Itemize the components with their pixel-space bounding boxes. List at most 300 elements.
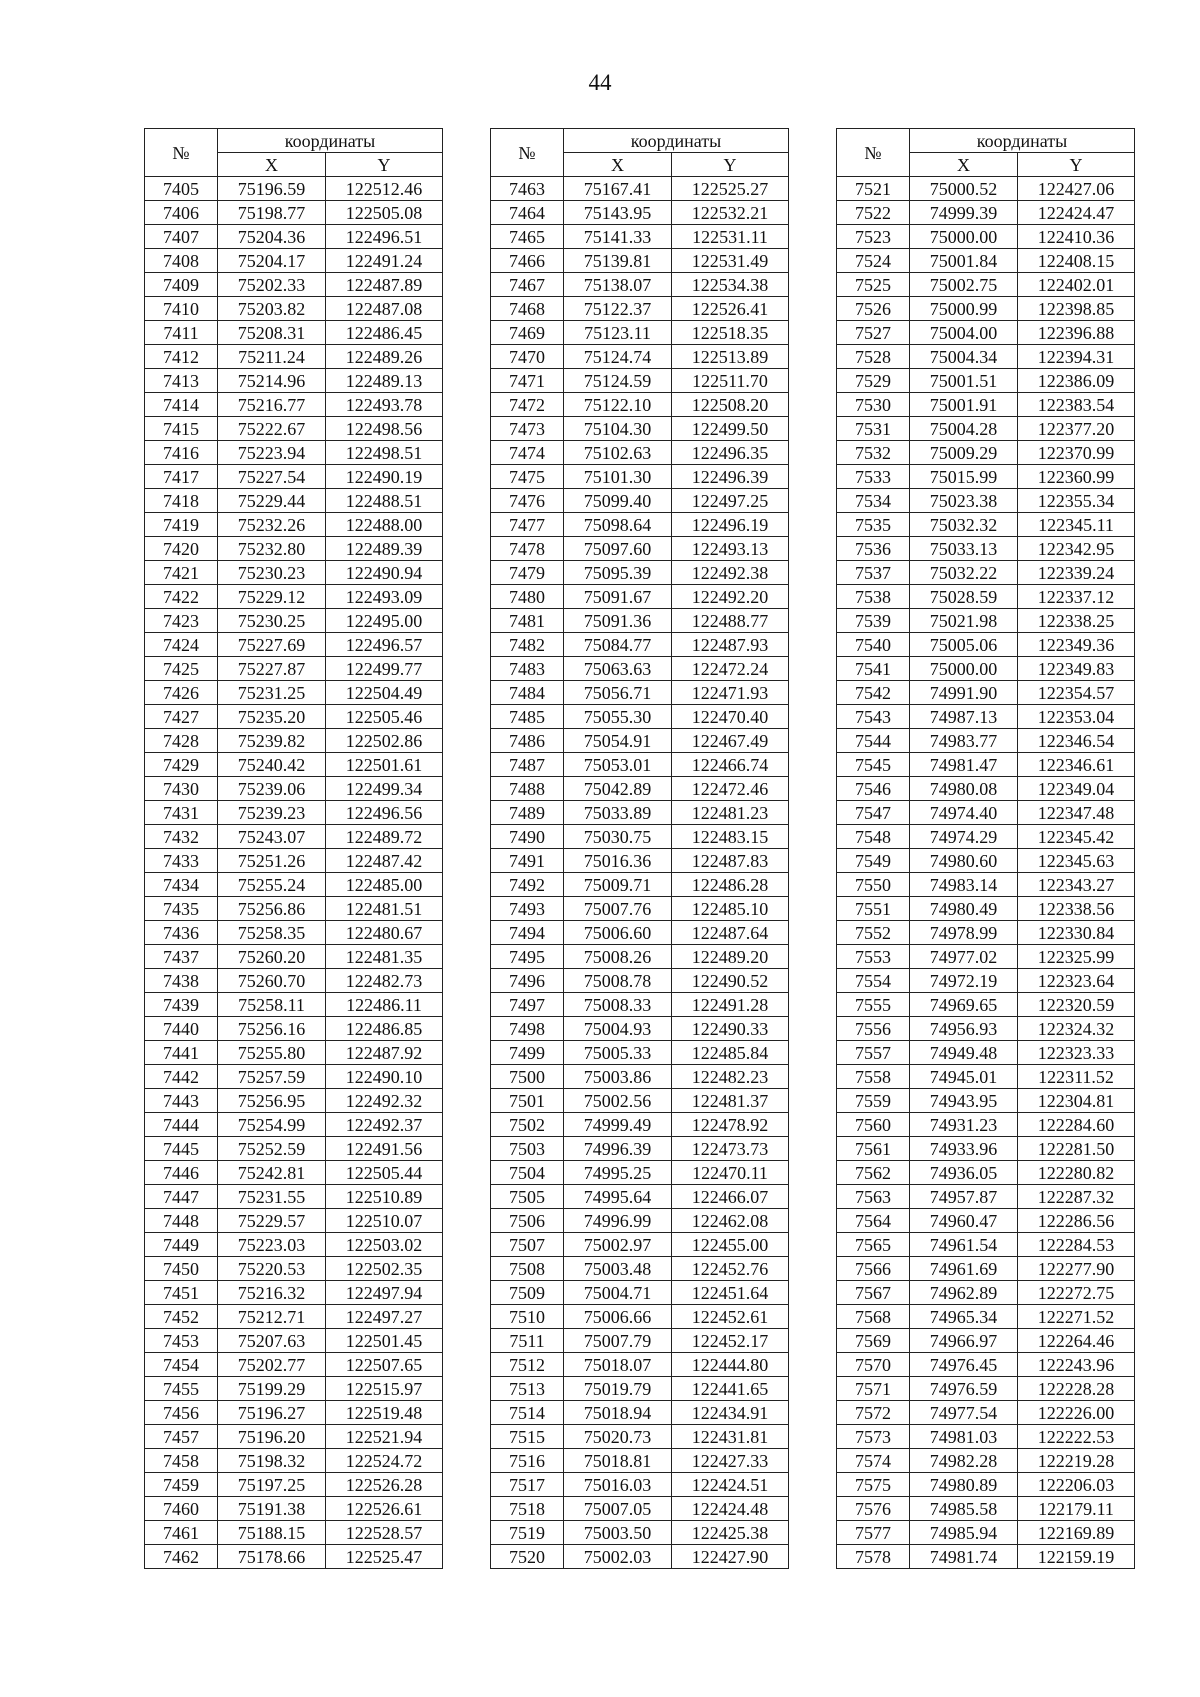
y-coordinate: 122492.37 bbox=[326, 1113, 443, 1137]
y-coordinate: 122493.13 bbox=[672, 537, 789, 561]
point-number: 7439 bbox=[145, 993, 218, 1017]
y-coordinate: 122491.28 bbox=[672, 993, 789, 1017]
y-coordinate: 122521.94 bbox=[326, 1425, 443, 1449]
x-coordinate: 75091.36 bbox=[564, 609, 672, 633]
table-row bbox=[837, 1257, 1135, 1281]
point-number: 7531 bbox=[837, 417, 910, 441]
x-coordinate: 75008.33 bbox=[564, 993, 672, 1017]
point-number: 7569 bbox=[837, 1329, 910, 1353]
x-coordinate: 74996.99 bbox=[564, 1209, 672, 1233]
point-number: 7573 bbox=[837, 1425, 910, 1449]
point-number: 7523 bbox=[837, 225, 910, 249]
table-row bbox=[145, 1089, 443, 1113]
point-number: 7477 bbox=[491, 513, 564, 537]
y-coordinate: 122452.17 bbox=[672, 1329, 789, 1353]
table-row bbox=[145, 1065, 443, 1089]
x-coordinate: 75212.71 bbox=[218, 1305, 326, 1329]
x-coordinate: 75188.15 bbox=[218, 1521, 326, 1545]
table-row bbox=[491, 1233, 789, 1257]
point-number: 7565 bbox=[837, 1233, 910, 1257]
x-coordinate: 74978.99 bbox=[910, 921, 1018, 945]
y-coordinate: 122471.93 bbox=[672, 681, 789, 705]
point-number: 7487 bbox=[491, 753, 564, 777]
y-coordinate: 122491.56 bbox=[326, 1137, 443, 1161]
point-number: 7518 bbox=[491, 1497, 564, 1521]
header-coordinates: координаты bbox=[218, 129, 443, 153]
x-coordinate: 74980.49 bbox=[910, 897, 1018, 921]
table-row bbox=[491, 1425, 789, 1449]
point-number: 7455 bbox=[145, 1377, 218, 1401]
table-row bbox=[837, 753, 1135, 777]
x-coordinate: 75167.41 bbox=[564, 177, 672, 201]
x-coordinate: 75258.35 bbox=[218, 921, 326, 945]
header-y: Y bbox=[326, 153, 443, 177]
x-coordinate: 75002.97 bbox=[564, 1233, 672, 1257]
x-coordinate: 75007.05 bbox=[564, 1497, 672, 1521]
table-row bbox=[145, 393, 443, 417]
y-coordinate: 122519.48 bbox=[326, 1401, 443, 1425]
table-row bbox=[837, 1449, 1135, 1473]
x-coordinate: 75000.99 bbox=[910, 297, 1018, 321]
x-coordinate: 75178.66 bbox=[218, 1545, 326, 1569]
y-coordinate: 122330.84 bbox=[1018, 921, 1135, 945]
point-number: 7445 bbox=[145, 1137, 218, 1161]
x-coordinate: 75005.06 bbox=[910, 633, 1018, 657]
x-coordinate: 75063.63 bbox=[564, 657, 672, 681]
table-row bbox=[837, 201, 1135, 225]
x-coordinate: 75203.82 bbox=[218, 297, 326, 321]
table-row bbox=[491, 705, 789, 729]
table-row bbox=[837, 681, 1135, 705]
x-coordinate: 75202.33 bbox=[218, 273, 326, 297]
y-coordinate: 122434.91 bbox=[672, 1401, 789, 1425]
x-coordinate: 75239.23 bbox=[218, 801, 326, 825]
y-coordinate: 122488.77 bbox=[672, 609, 789, 633]
x-coordinate: 75196.27 bbox=[218, 1401, 326, 1425]
point-number: 7509 bbox=[491, 1281, 564, 1305]
table-row bbox=[491, 1545, 789, 1569]
point-number: 7517 bbox=[491, 1473, 564, 1497]
y-coordinate: 122493.78 bbox=[326, 393, 443, 417]
x-coordinate: 74991.90 bbox=[910, 681, 1018, 705]
point-number: 7418 bbox=[145, 489, 218, 513]
table-row bbox=[837, 1017, 1135, 1041]
x-coordinate: 75239.06 bbox=[218, 777, 326, 801]
table-row bbox=[491, 1401, 789, 1425]
x-coordinate: 74981.03 bbox=[910, 1425, 1018, 1449]
point-number: 7555 bbox=[837, 993, 910, 1017]
point-number: 7568 bbox=[837, 1305, 910, 1329]
y-coordinate: 122427.90 bbox=[672, 1545, 789, 1569]
y-coordinate: 122496.39 bbox=[672, 465, 789, 489]
x-coordinate: 74982.28 bbox=[910, 1449, 1018, 1473]
point-number: 7427 bbox=[145, 705, 218, 729]
point-number: 7534 bbox=[837, 489, 910, 513]
y-coordinate: 122398.85 bbox=[1018, 297, 1135, 321]
point-number: 7460 bbox=[145, 1497, 218, 1521]
x-coordinate: 75198.32 bbox=[218, 1449, 326, 1473]
point-number: 7556 bbox=[837, 1017, 910, 1041]
y-coordinate: 122488.51 bbox=[326, 489, 443, 513]
y-coordinate: 122284.60 bbox=[1018, 1113, 1135, 1137]
point-number: 7513 bbox=[491, 1377, 564, 1401]
point-number: 7417 bbox=[145, 465, 218, 489]
table-row bbox=[837, 225, 1135, 249]
x-coordinate: 75004.00 bbox=[910, 321, 1018, 345]
point-number: 7462 bbox=[145, 1545, 218, 1569]
y-coordinate: 122501.45 bbox=[326, 1329, 443, 1353]
x-coordinate: 75002.03 bbox=[564, 1545, 672, 1569]
point-number: 7433 bbox=[145, 849, 218, 873]
x-coordinate: 75001.91 bbox=[910, 393, 1018, 417]
y-coordinate: 122324.32 bbox=[1018, 1017, 1135, 1041]
x-coordinate: 74965.34 bbox=[910, 1305, 1018, 1329]
point-number: 7475 bbox=[491, 465, 564, 489]
point-number: 7480 bbox=[491, 585, 564, 609]
table-row bbox=[145, 921, 443, 945]
point-number: 7457 bbox=[145, 1425, 218, 1449]
table-row bbox=[145, 1257, 443, 1281]
point-number: 7530 bbox=[837, 393, 910, 417]
table-row bbox=[837, 801, 1135, 825]
point-number: 7490 bbox=[491, 825, 564, 849]
table-row bbox=[837, 1425, 1135, 1449]
point-number: 7570 bbox=[837, 1353, 910, 1377]
y-coordinate: 122470.40 bbox=[672, 705, 789, 729]
table-row bbox=[491, 1449, 789, 1473]
x-coordinate: 74996.39 bbox=[564, 1137, 672, 1161]
table-row bbox=[837, 777, 1135, 801]
point-number: 7452 bbox=[145, 1305, 218, 1329]
x-coordinate: 74974.29 bbox=[910, 825, 1018, 849]
y-coordinate: 122490.19 bbox=[326, 465, 443, 489]
table-row bbox=[145, 417, 443, 441]
table-row bbox=[491, 345, 789, 369]
x-coordinate: 74966.97 bbox=[910, 1329, 1018, 1353]
x-coordinate: 75258.11 bbox=[218, 993, 326, 1017]
y-coordinate: 122490.33 bbox=[672, 1017, 789, 1041]
x-coordinate: 75003.50 bbox=[564, 1521, 672, 1545]
table-row bbox=[837, 345, 1135, 369]
x-coordinate: 75199.29 bbox=[218, 1377, 326, 1401]
table-row bbox=[491, 897, 789, 921]
y-coordinate: 122424.48 bbox=[672, 1497, 789, 1521]
y-coordinate: 122488.00 bbox=[326, 513, 443, 537]
y-coordinate: 122503.02 bbox=[326, 1233, 443, 1257]
y-coordinate: 122272.75 bbox=[1018, 1281, 1135, 1305]
y-coordinate: 122243.96 bbox=[1018, 1353, 1135, 1377]
point-number: 7494 bbox=[491, 921, 564, 945]
y-coordinate: 122424.51 bbox=[672, 1473, 789, 1497]
table-row bbox=[491, 921, 789, 945]
y-coordinate: 122377.20 bbox=[1018, 417, 1135, 441]
point-number: 7431 bbox=[145, 801, 218, 825]
point-number: 7406 bbox=[145, 201, 218, 225]
x-coordinate: 75243.07 bbox=[218, 825, 326, 849]
y-coordinate: 122487.08 bbox=[326, 297, 443, 321]
table-row bbox=[491, 1497, 789, 1521]
y-coordinate: 122531.11 bbox=[672, 225, 789, 249]
table-row bbox=[491, 801, 789, 825]
point-number: 7525 bbox=[837, 273, 910, 297]
x-coordinate: 74999.49 bbox=[564, 1113, 672, 1137]
x-coordinate: 75002.56 bbox=[564, 1089, 672, 1113]
table-row bbox=[145, 321, 443, 345]
table-row bbox=[145, 609, 443, 633]
table-row bbox=[491, 1065, 789, 1089]
x-coordinate: 75053.01 bbox=[564, 753, 672, 777]
point-number: 7546 bbox=[837, 777, 910, 801]
x-coordinate: 75018.81 bbox=[564, 1449, 672, 1473]
x-coordinate: 75033.13 bbox=[910, 537, 1018, 561]
x-coordinate: 75003.86 bbox=[564, 1065, 672, 1089]
y-coordinate: 122489.72 bbox=[326, 825, 443, 849]
y-coordinate: 122345.11 bbox=[1018, 513, 1135, 537]
table-row bbox=[837, 1113, 1135, 1137]
y-coordinate: 122304.81 bbox=[1018, 1089, 1135, 1113]
point-number: 7578 bbox=[837, 1545, 910, 1569]
table-row bbox=[145, 801, 443, 825]
table-row bbox=[837, 1137, 1135, 1161]
table-row bbox=[145, 345, 443, 369]
x-coordinate: 75021.98 bbox=[910, 609, 1018, 633]
point-number: 7466 bbox=[491, 249, 564, 273]
x-coordinate: 75252.59 bbox=[218, 1137, 326, 1161]
y-coordinate: 122511.70 bbox=[672, 369, 789, 393]
point-number: 7511 bbox=[491, 1329, 564, 1353]
x-coordinate: 75091.67 bbox=[564, 585, 672, 609]
table-row bbox=[837, 945, 1135, 969]
y-coordinate: 122508.20 bbox=[672, 393, 789, 417]
y-coordinate: 122452.61 bbox=[672, 1305, 789, 1329]
x-coordinate: 75005.33 bbox=[564, 1041, 672, 1065]
coordinates-table-3 bbox=[836, 128, 1135, 1569]
table-row bbox=[145, 1425, 443, 1449]
y-coordinate: 122311.52 bbox=[1018, 1065, 1135, 1089]
y-coordinate: 122346.61 bbox=[1018, 753, 1135, 777]
table-row bbox=[145, 1233, 443, 1257]
table-row bbox=[145, 1473, 443, 1497]
header-number: № bbox=[145, 129, 218, 177]
table-row bbox=[145, 1497, 443, 1521]
x-coordinate: 75007.79 bbox=[564, 1329, 672, 1353]
table-row bbox=[145, 225, 443, 249]
y-coordinate: 122496.19 bbox=[672, 513, 789, 537]
point-number: 7422 bbox=[145, 585, 218, 609]
table-row bbox=[837, 249, 1135, 273]
table-row bbox=[491, 1113, 789, 1137]
table-row bbox=[491, 945, 789, 969]
y-coordinate: 122425.38 bbox=[672, 1521, 789, 1545]
y-coordinate: 122504.49 bbox=[326, 681, 443, 705]
point-number: 7503 bbox=[491, 1137, 564, 1161]
point-number: 7407 bbox=[145, 225, 218, 249]
point-number: 7436 bbox=[145, 921, 218, 945]
point-number: 7512 bbox=[491, 1353, 564, 1377]
point-number: 7576 bbox=[837, 1497, 910, 1521]
y-coordinate: 122490.52 bbox=[672, 969, 789, 993]
y-coordinate: 122499.50 bbox=[672, 417, 789, 441]
x-coordinate: 75004.71 bbox=[564, 1281, 672, 1305]
table-row bbox=[837, 1281, 1135, 1305]
y-coordinate: 122492.20 bbox=[672, 585, 789, 609]
table-row bbox=[837, 1089, 1135, 1113]
table-row bbox=[491, 1209, 789, 1233]
y-coordinate: 122472.46 bbox=[672, 777, 789, 801]
y-coordinate: 122320.59 bbox=[1018, 993, 1135, 1017]
table-row bbox=[145, 681, 443, 705]
coordinates-table-2 bbox=[490, 128, 789, 1569]
table-row bbox=[837, 585, 1135, 609]
table-row bbox=[145, 249, 443, 273]
table-row bbox=[145, 1545, 443, 1569]
y-coordinate: 122481.23 bbox=[672, 801, 789, 825]
table-row bbox=[491, 609, 789, 633]
table-row bbox=[837, 369, 1135, 393]
point-number: 7514 bbox=[491, 1401, 564, 1425]
y-coordinate: 122502.35 bbox=[326, 1257, 443, 1281]
x-coordinate: 75016.36 bbox=[564, 849, 672, 873]
point-number: 7528 bbox=[837, 345, 910, 369]
table-row bbox=[491, 849, 789, 873]
y-coordinate: 122499.34 bbox=[326, 777, 443, 801]
x-coordinate: 75054.91 bbox=[564, 729, 672, 753]
y-coordinate: 122264.46 bbox=[1018, 1329, 1135, 1353]
point-number: 7575 bbox=[837, 1473, 910, 1497]
x-coordinate: 74981.47 bbox=[910, 753, 1018, 777]
table-row bbox=[491, 1137, 789, 1161]
x-coordinate: 75197.25 bbox=[218, 1473, 326, 1497]
table-row bbox=[837, 321, 1135, 345]
table-row bbox=[145, 1305, 443, 1329]
y-coordinate: 122485.00 bbox=[326, 873, 443, 897]
table-row bbox=[837, 729, 1135, 753]
table-row bbox=[837, 1233, 1135, 1257]
table-row bbox=[145, 1521, 443, 1545]
table-row bbox=[491, 489, 789, 513]
x-coordinate: 74983.77 bbox=[910, 729, 1018, 753]
x-coordinate: 74960.47 bbox=[910, 1209, 1018, 1233]
point-number: 7495 bbox=[491, 945, 564, 969]
point-number: 7435 bbox=[145, 897, 218, 921]
point-number: 7501 bbox=[491, 1089, 564, 1113]
x-coordinate: 75222.67 bbox=[218, 417, 326, 441]
x-coordinate: 75231.25 bbox=[218, 681, 326, 705]
y-coordinate: 122349.83 bbox=[1018, 657, 1135, 681]
y-coordinate: 122444.80 bbox=[672, 1353, 789, 1377]
table-row bbox=[491, 681, 789, 705]
table-row bbox=[837, 1041, 1135, 1065]
table-row bbox=[145, 1113, 443, 1137]
table-row bbox=[145, 1329, 443, 1353]
table-row bbox=[491, 873, 789, 897]
y-coordinate: 122206.03 bbox=[1018, 1473, 1135, 1497]
x-coordinate: 74981.74 bbox=[910, 1545, 1018, 1569]
y-coordinate: 122497.27 bbox=[326, 1305, 443, 1329]
point-number: 7558 bbox=[837, 1065, 910, 1089]
point-number: 7554 bbox=[837, 969, 910, 993]
table-row bbox=[145, 1377, 443, 1401]
x-coordinate: 75002.75 bbox=[910, 273, 1018, 297]
table-row bbox=[145, 777, 443, 801]
x-coordinate: 75229.44 bbox=[218, 489, 326, 513]
page-number: 44 bbox=[588, 70, 612, 95]
x-coordinate: 75000.00 bbox=[910, 657, 1018, 681]
table-row bbox=[145, 465, 443, 489]
x-coordinate: 74976.45 bbox=[910, 1353, 1018, 1377]
table-row bbox=[145, 1401, 443, 1425]
y-coordinate: 122487.92 bbox=[326, 1041, 443, 1065]
y-coordinate: 122485.84 bbox=[672, 1041, 789, 1065]
table-row bbox=[145, 753, 443, 777]
x-coordinate: 75207.63 bbox=[218, 1329, 326, 1353]
table-row bbox=[491, 1041, 789, 1065]
x-coordinate: 75006.66 bbox=[564, 1305, 672, 1329]
point-number: 7410 bbox=[145, 297, 218, 321]
table-row bbox=[837, 1521, 1135, 1545]
x-coordinate: 75256.95 bbox=[218, 1089, 326, 1113]
x-coordinate: 75216.32 bbox=[218, 1281, 326, 1305]
x-coordinate: 75232.26 bbox=[218, 513, 326, 537]
x-coordinate: 75015.99 bbox=[910, 465, 1018, 489]
header-y: Y bbox=[672, 153, 789, 177]
y-coordinate: 122528.57 bbox=[326, 1521, 443, 1545]
point-number: 7567 bbox=[837, 1281, 910, 1305]
point-number: 7516 bbox=[491, 1449, 564, 1473]
x-coordinate: 75256.86 bbox=[218, 897, 326, 921]
x-coordinate: 75235.20 bbox=[218, 705, 326, 729]
y-coordinate: 122287.32 bbox=[1018, 1185, 1135, 1209]
x-coordinate: 75196.59 bbox=[218, 177, 326, 201]
point-number: 7440 bbox=[145, 1017, 218, 1041]
table-row bbox=[837, 1401, 1135, 1425]
x-coordinate: 75008.78 bbox=[564, 969, 672, 993]
x-coordinate: 75251.26 bbox=[218, 849, 326, 873]
point-number: 7409 bbox=[145, 273, 218, 297]
y-coordinate: 122495.00 bbox=[326, 609, 443, 633]
table-row bbox=[837, 657, 1135, 681]
y-coordinate: 122501.61 bbox=[326, 753, 443, 777]
y-coordinate: 122228.28 bbox=[1018, 1377, 1135, 1401]
x-coordinate: 75256.16 bbox=[218, 1017, 326, 1041]
x-coordinate: 74980.89 bbox=[910, 1473, 1018, 1497]
table-row bbox=[491, 297, 789, 321]
point-number: 7548 bbox=[837, 825, 910, 849]
y-coordinate: 122323.64 bbox=[1018, 969, 1135, 993]
x-coordinate: 75227.69 bbox=[218, 633, 326, 657]
y-coordinate: 122482.73 bbox=[326, 969, 443, 993]
y-coordinate: 122383.54 bbox=[1018, 393, 1135, 417]
table-row bbox=[491, 657, 789, 681]
x-coordinate: 75030.75 bbox=[564, 825, 672, 849]
table-row bbox=[837, 1473, 1135, 1497]
y-coordinate: 122179.11 bbox=[1018, 1497, 1135, 1521]
x-coordinate: 75220.53 bbox=[218, 1257, 326, 1281]
x-coordinate: 75211.24 bbox=[218, 345, 326, 369]
point-number: 7429 bbox=[145, 753, 218, 777]
y-coordinate: 122487.64 bbox=[672, 921, 789, 945]
point-number: 7507 bbox=[491, 1233, 564, 1257]
x-coordinate: 75216.77 bbox=[218, 393, 326, 417]
x-coordinate: 75124.74 bbox=[564, 345, 672, 369]
y-coordinate: 122524.72 bbox=[326, 1449, 443, 1473]
y-coordinate: 122486.85 bbox=[326, 1017, 443, 1041]
table-row bbox=[145, 873, 443, 897]
x-coordinate: 75104.30 bbox=[564, 417, 672, 441]
point-number: 7416 bbox=[145, 441, 218, 465]
x-coordinate: 75227.54 bbox=[218, 465, 326, 489]
x-coordinate: 75231.55 bbox=[218, 1185, 326, 1209]
